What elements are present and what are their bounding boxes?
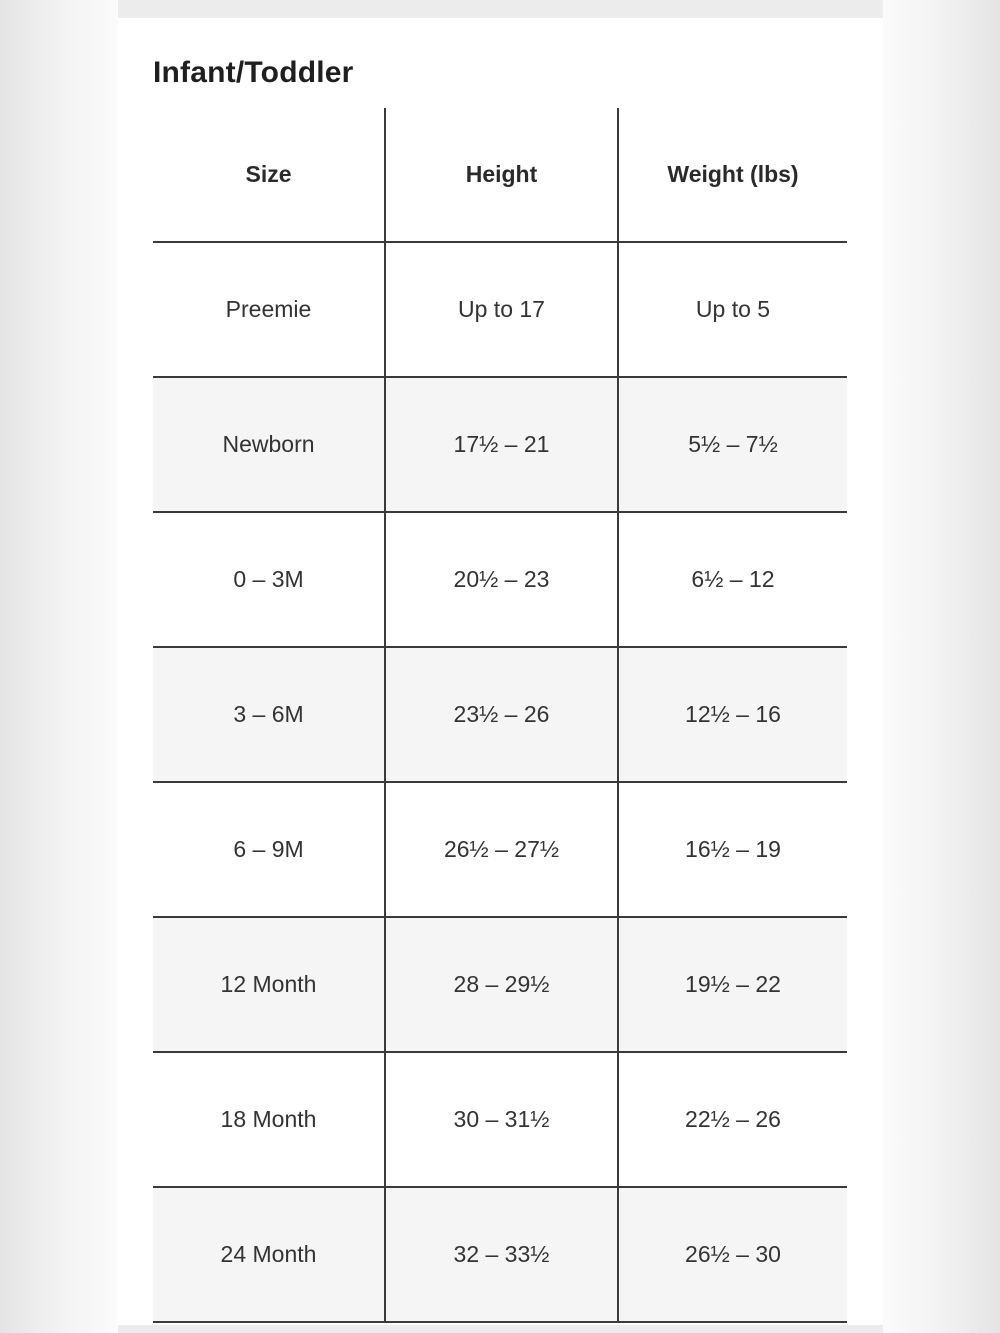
cell-weight: 5½ – 7½	[618, 377, 847, 512]
table-row	[153, 1187, 847, 1322]
cell-size: 6 – 9M	[153, 782, 385, 917]
cell-size: 24 Month	[153, 1187, 385, 1322]
cell-weight: 26½ – 30	[618, 1187, 847, 1322]
table-row	[153, 917, 847, 1052]
cell-size: Newborn	[153, 377, 385, 512]
cell-height: 28 – 29½	[385, 917, 618, 1052]
cell-weight: 22½ – 26	[618, 1052, 847, 1187]
column-header-size: Size	[153, 108, 385, 242]
cell-weight: Up to 5	[618, 242, 847, 377]
cell-weight: 19½ – 22	[618, 917, 847, 1052]
size-chart-card	[118, 18, 883, 1325]
cell-weight: 12½ – 16	[618, 647, 847, 782]
right-backdrop	[883, 0, 1000, 1333]
table-row	[153, 242, 847, 377]
table-header-row	[153, 108, 847, 242]
size-chart-table	[153, 108, 847, 1323]
table-row	[153, 1052, 847, 1187]
cell-height: 26½ – 27½	[385, 782, 618, 917]
cell-height: 23½ – 26	[385, 647, 618, 782]
table-row	[153, 512, 847, 647]
cell-weight: 16½ – 19	[618, 782, 847, 917]
cell-size: 12 Month	[153, 917, 385, 1052]
cell-height: 17½ – 21	[385, 377, 618, 512]
table-row	[153, 377, 847, 512]
cell-size: Preemie	[153, 242, 385, 377]
table-row	[153, 782, 847, 917]
left-backdrop	[0, 0, 118, 1333]
cell-height: Up to 17	[385, 242, 618, 377]
cell-height: 30 – 31½	[385, 1052, 618, 1187]
cell-height: 32 – 33½	[385, 1187, 618, 1322]
column-header-weight: Weight (lbs)	[618, 108, 847, 242]
cell-size: 18 Month	[153, 1052, 385, 1187]
page-title: Infant/Toddler	[153, 56, 354, 89]
cell-height: 20½ – 23	[385, 512, 618, 647]
cell-size: 3 – 6M	[153, 647, 385, 782]
table-row	[153, 647, 847, 782]
column-header-height: Height	[385, 108, 618, 242]
cell-weight: 6½ – 12	[618, 512, 847, 647]
cell-size: 0 – 3M	[153, 512, 385, 647]
